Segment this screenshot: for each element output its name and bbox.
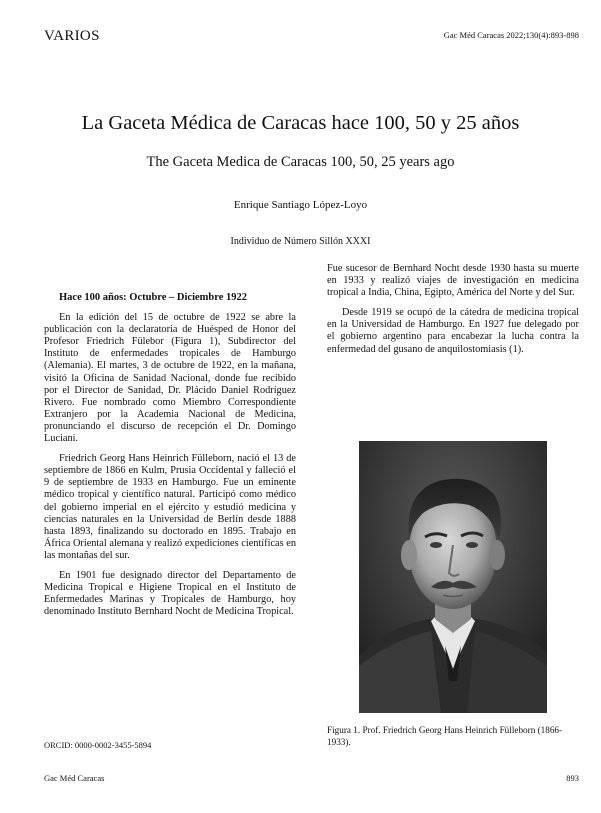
portrait-photo [359,441,547,713]
article-subtitle: The Gaceta Medica de Caracas 100, 50, 25 years ago [146,154,455,170]
portrait-illustration [359,441,547,713]
page-number: 893 [566,773,579,783]
paragraph: Friedrich Georg Hans Heinrich Fülleborn, nació el 13 de septiembre de 1866 en Kulm, Prusia Occidental y falleció el 9 de septiembre de 1933 en Hamburgo. Fue un eminente médico tropical y científico natural. Participó como médico del gobierno imperial en el ejército y estudió medicina y ciencias naturales en la Universidad de Berlín desde 1888 hasta 1893, finalizando su doctorado en 1895. Trabajo en África Oriental alemana y realizó expediciones científicas en las montañas del sur. [44,453,296,561]
journal-reference: Gac Méd Caracas 2022;130(4):893-898 [443,30,579,40]
author-name: Enrique Santiago López-Loyo [233,199,368,211]
author-affiliation: Individuo de Número Sillón XXXI [230,236,371,247]
paragraph: Desde 1919 se ocupó de la cátedra de medicina tropical en la Universidad de Hamburgo. En 1927 fue delegado por el gobierno argentino para encabezar la lucha contra la enfermedad del gusano de anquilostomiasis (1). [327,307,579,355]
orcid-id: ORCID: 0000-0002-3455-5894 [44,740,152,750]
footer-journal: Gac Méd Caracas [44,773,105,783]
left-column [44,292,296,626]
section-tag: VARIOS [44,28,100,44]
right-column [327,263,579,364]
article-title: La Gaceta Médica de Caracas hace 100, 50 y 25 años [81,112,520,134]
figure-caption: Figura 1. Prof. Friedrich Georg Hans Heinrich Fülleborn (1866-1933). [327,725,563,747]
paragraph: En 1901 fue designado director del Departamento de Medicina Tropical e Higiene Tropical en el Instituto de Enfermedades Marinas y Tropicales de Hamburgo, hoy denominado Instituto Bernhard Nocht de Medicina Tropical. [44,569,296,618]
paragraph: Fue sucesor de Bernhard Nocht desde 1930 hasta su muerte en 1933 y realizó viajes de investigación en medicina tropical a India, China, Egipto, América del Norte y del Sur. [327,263,579,299]
paragraph: En la edición del 15 de octubre de 1922 se abre la publicación con la declaratoria de Huésped de Honor del Profesor Friedrich Fülebor (Figura 1), Subdirector del Instituto de enfermedades tropicales de Hamburgo (Alemania). El martes, 3 de octubre de 1922, en la mañana, visitó la Oficina de Sanidad Nacional, donde fue recibido por el Director de Sanidad, Dr. Plácido Daniel Rodríguez Rivero. Fue nombrado como Miembro Correspondiente Extranjero por la Academia Nacional de Medicina, pronunciando el discurso de recepción el Dr. Domingo Luciani. [44,312,296,445]
section-heading: Hace 100 años: Octubre – Diciembre 1922 [59,292,248,303]
